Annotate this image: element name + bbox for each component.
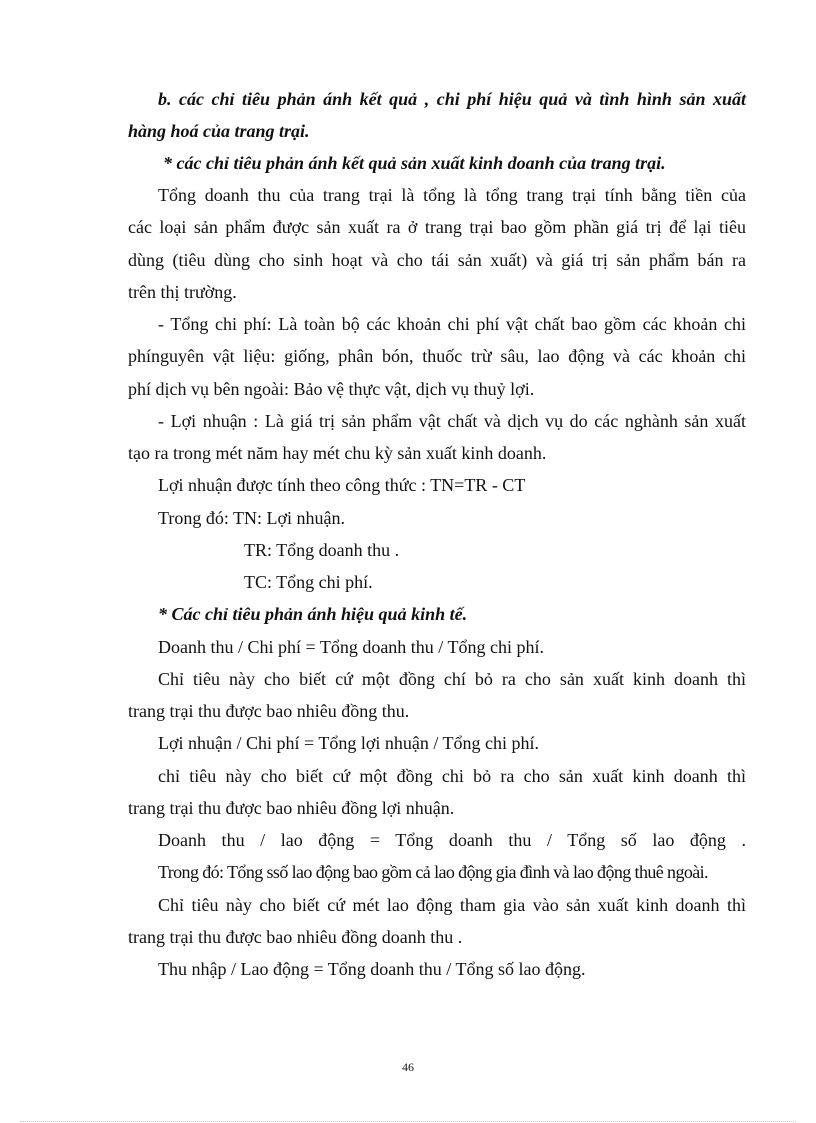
formula-where-line: TC: Tổng chi phí. (244, 572, 373, 592)
paragraph-line: phí dịch vụ bên ngoài: Bảo vệ thực vật, dịch vụ thuỷ lợi. (128, 379, 535, 399)
paragraph-line: Chỉ tiêu này cho biết cứ một đồng chí bỏ ra cho sản xuất kinh doanh thì (158, 669, 746, 689)
ratio-formula: Lợi nhuận / Chi phí = Tổng lợi nhuận / Tổng chi phí. (158, 733, 540, 753)
paragraph-line: Tổng doanh thu của trang trại là tổng là tổng trang trại tính bằng tiền của (158, 185, 746, 205)
paragraph-line: chỉ tiêu này cho biết cứ một đồng chi bỏ ra cho sản xuất kinh doanh thì (158, 766, 746, 786)
paragraph-line: trên thị trường. (128, 282, 237, 302)
paragraph-line: dùng (tiêu dùng cho sinh hoạt và cho tái sản xuất) và giá trị sản phẩm bán ra (128, 250, 746, 270)
paragraph-line: các loại sản phẩm được sản xuất ra ở trang trại bao gồm phần giá trị để lại tiêu (128, 217, 746, 237)
paragraph-line: - Tổng chi phí: Là toàn bộ các khoản chi phí vật chất bao gồm các khoản chi (158, 314, 746, 334)
subheading-efficiency: * Các chỉ tiêu phản ánh hiệu quả kinh tế. (158, 604, 468, 624)
page-bottom-divider (20, 1121, 796, 1122)
section-heading-line2: hàng hoá của trang trại. (128, 121, 310, 141)
profit-formula: Lợi nhuận được tính theo công thức : TN=TR - CT (158, 475, 526, 495)
paragraph-line: Chỉ tiêu này cho biết cứ mét lao động tham gia vào sản xuất kinh doanh thì (158, 895, 746, 915)
paragraph-line: trang trại thu được bao nhiêu đồng thu. (128, 701, 410, 721)
paragraph-line: tạo ra trong mét năm hay mét chu kỳ sản xuất kinh doanh. (128, 443, 547, 463)
paragraph-line: trang trại thu được bao nhiêu đồng lợi nhuận. (128, 798, 455, 818)
section-heading-line1: b. các chỉ tiêu phản ánh kết quả , chi phí hiệu quả và tình hình sản xuất (158, 89, 746, 109)
paragraph-line: - Lợi nhuận : Là giá trị sản phẩm vật chất và dịch vụ do các nghành sản xuất (158, 411, 746, 431)
ratio-note: Trong đó: Tổng ssố lao động bao gồm cả lao động gia đình và lao động thuê ngoài. (158, 862, 708, 882)
paragraph-line: phínguyên vật liệu: giống, phân bón, thuốc trừ sâu, lao động và các khoản chi (128, 346, 746, 366)
ratio-formula: Doanh thu / Chi phí = Tổng doanh thu / Tổng chi phí. (158, 637, 544, 657)
ratio-formula: Thu nhập / Lao động = Tổng doanh thu / Tổng số lao động. (158, 959, 586, 979)
paragraph-line: trang trại thu được bao nhiêu đồng doanh thu . (128, 927, 463, 947)
formula-where-line: Trong đó: TN: Lợi nhuận. (158, 508, 346, 528)
ratio-formula: Doanh thu / lao động = Tổng doanh thu / Tổng số lao động . (158, 830, 746, 850)
subheading-results: * các chỉ tiêu phản ánh kết quả sản xuất kinh doanh của trang trại. (163, 153, 666, 173)
formula-where-line: TR: Tổng doanh thu . (244, 540, 400, 560)
page-number: 46 (402, 1060, 414, 1074)
